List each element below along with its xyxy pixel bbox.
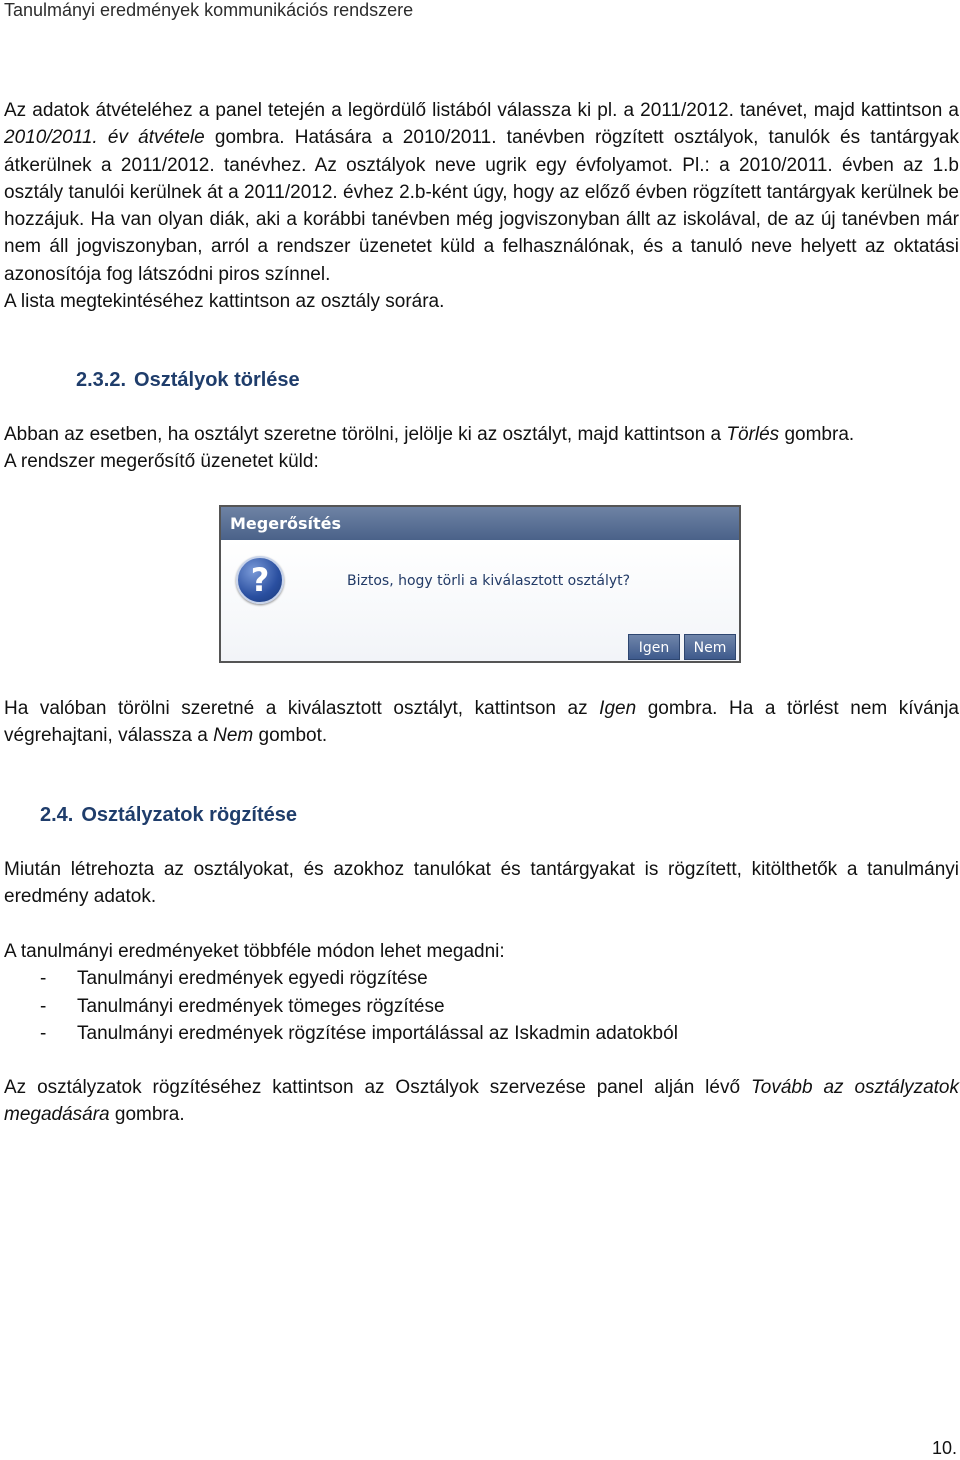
paragraph-text: A lista megtekintéséhez kattintson az osztály sorára. — [4, 291, 445, 313]
yes-button[interactable]: Igen — [628, 634, 680, 660]
paragraph-text: Ha valóban törölni szeretné a kiválasztott osztályt, kattintson az Igen gombra. Ha a törlést nem kívánja végrehajtani, válassza a Nem gombot. — [4, 698, 959, 747]
button-reference: Törlés — [726, 424, 780, 445]
paragraph-grade-methods — [4, 938, 959, 1047]
dialog-title: Megerősítés — [221, 507, 739, 540]
paragraph-text: A rendszer megerősítő üzenetet küld: — [4, 451, 319, 473]
paragraph-text: Az osztályzatok rögzítéséhez kattintson az Osztályok szervezése panel alján lévő Tovább az osztályzatok megadására gombra. — [4, 1077, 959, 1126]
running-header: Tanulmányi eredmények kommunikációs rendszere — [4, 0, 414, 20]
confirmation-dialog — [219, 505, 741, 663]
section-number: 2.4. — [40, 804, 74, 826]
paragraph-confirm-instructions — [4, 695, 959, 750]
list-bullet: - — [40, 968, 47, 990]
button-reference: Nem — [213, 725, 254, 747]
paragraph-delete-instructions — [4, 421, 959, 476]
paragraph-text: A tanulmányi eredményeket többféle módon lehet megadni: — [4, 941, 505, 962]
paragraph-text: Abban az esetben, ha osztályt szeretne törölni, jelölje ki az osztályt, majd kattintson a Törlés gombra. — [4, 424, 855, 445]
paragraph-text: Az adatok átvételéhez a panel tetején a legördülő listából válassza ki pl. a 2011/2012. tanévet, majd kattintson a 2010/2011. év átvétele gombra. Hatására a 2010/2011. tanévben rögzített osztályok, tanulók és tantárgyak átkerülnek a 2011/2012. tanévhez. Az osztályok neve ugrik egy évfolyamot. Pl.: a 2010/2011. évben az 1.b osztály tanulói kerülnek át a 2011/2012. évhez 2.b-ként úgy, hogy az előző évben rögzített tantárgyak kerülnek be hozzájuk. Ha van olyan diák, aki a korábbi tanévben még jogviszonyban állt az iskolával, de az új tanévben már nem áll jogviszonyban, arról a rendszer üzenetet küld a felhasználónak, és a tanuló neve helyett az oktatási azonosítója fog látszódni piros színnel. — [4, 100, 959, 285]
paragraph-grade-navigation — [4, 1074, 959, 1129]
list-item: - Tanulmányi eredmények tömeges rögzítése — [4, 993, 959, 1020]
list-item: - Tanulmányi eredmények rögzítése importálással az Iskadmin adatokból — [4, 1020, 959, 1047]
section-number: 2.3.2. — [76, 369, 127, 391]
button-reference: 2010/2011. év átvétele — [4, 127, 205, 149]
list-item: - Tanulmányi eredmények egyedi rögzítése — [4, 965, 959, 992]
section-title: Osztályok törlése — [134, 369, 300, 391]
button-reference: Igen — [599, 698, 637, 719]
method-list — [4, 965, 959, 1047]
dialog-message: Biztos, hogy törli a kiválasztott osztályt? — [347, 573, 631, 589]
section-heading-grades — [40, 804, 297, 827]
dialog-body — [221, 540, 739, 661]
list-bullet: - — [40, 1022, 47, 1044]
paragraph-grades-intro — [4, 856, 959, 911]
section-heading-class-delete — [76, 369, 300, 392]
paragraph-text: Miután létrehozta az osztályokat, és azokhoz tanulókat és tantárgyakat is rögzített, kitölthetők a tanulmányi eredmény adatok. — [4, 859, 959, 908]
button-reference: Tovább az osztályzatok megadására — [4, 1077, 959, 1126]
no-button[interactable]: Nem — [684, 634, 736, 660]
section-title: Osztályzatok rögzítése — [81, 804, 297, 826]
paragraph-data-transfer — [4, 97, 959, 315]
question-icon: ? — [236, 556, 284, 604]
list-bullet: - — [40, 995, 47, 1017]
page-number: 10. — [931, 1438, 957, 1458]
